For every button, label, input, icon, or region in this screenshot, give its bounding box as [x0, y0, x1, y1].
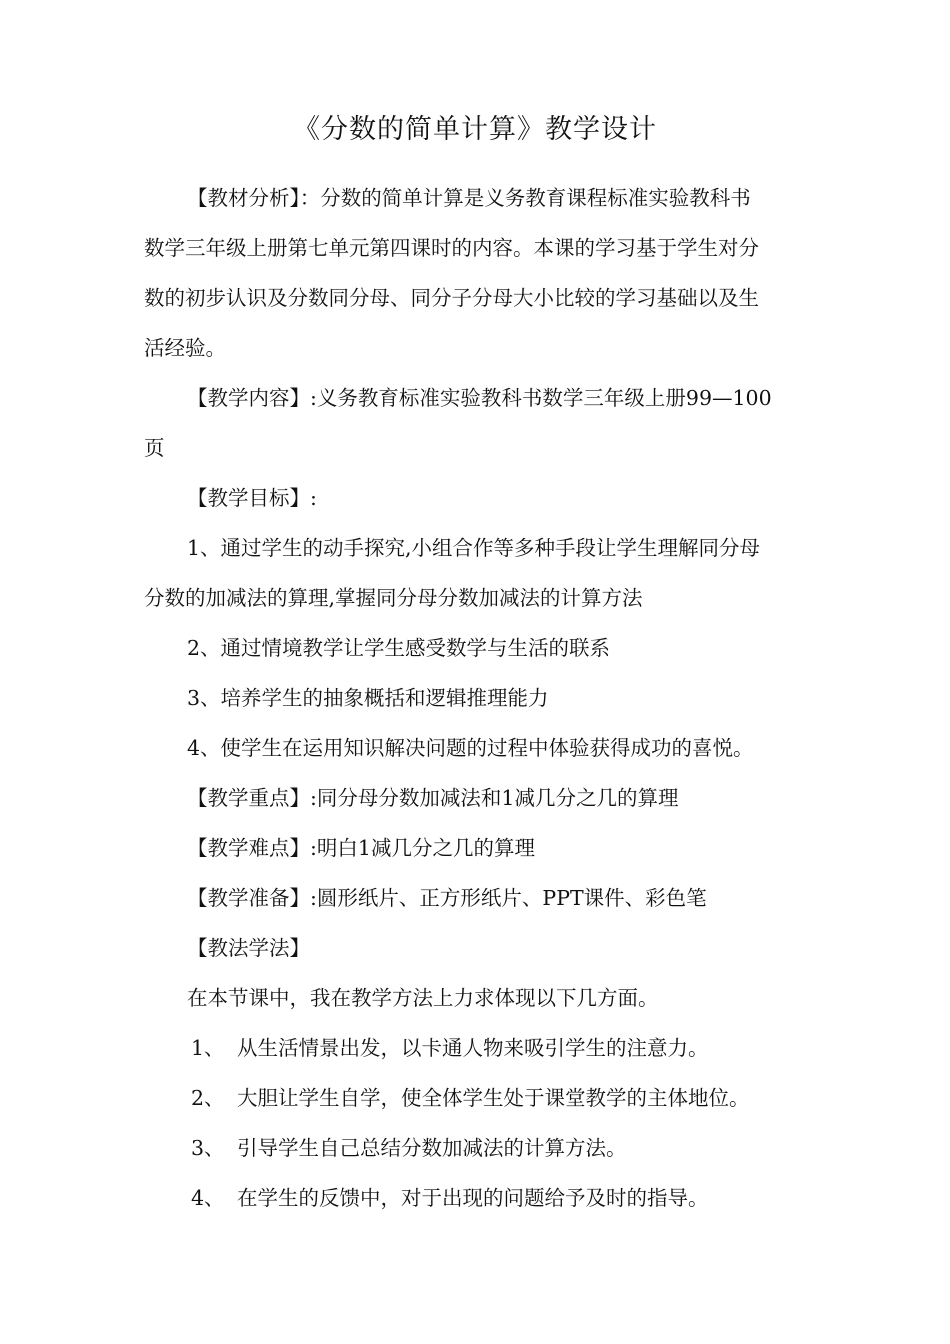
- material-analysis-line-2: 数学三年级上册第七单元第四课时的内容。本课的学习基于学生对分: [144, 236, 759, 260]
- method-item-number: 4、: [191, 1186, 225, 1210]
- teaching-content-line-1: 【教学内容】:义务教育标准实验教科书数学三年级上册99—100: [187, 386, 772, 410]
- method-item-2: [144, 1073, 810, 1123]
- material-analysis-line-1: 【教材分析】：分数的简单计算是义务教育课程标准实验教科书: [187, 186, 751, 210]
- material-analysis-line-3: 数的初步认识及分数同分母、同分子分母大小比较的学习基础以及生: [144, 286, 759, 310]
- method-item-text: 大胆让学生自学，使全体学生处于课堂教学的主体地位。: [237, 1086, 750, 1110]
- goal-4: 4、使学生在运用知识解决问题的过程中体验获得成功的喜悦。: [187, 736, 754, 760]
- goal-1-line-2: 分数的加减法的算理,掌握同分母分数加减法的计算方法: [144, 586, 643, 610]
- goal-3: 3、培养学生的抽象概括和逻辑推理能力: [187, 686, 549, 710]
- methods-intro: 在本节课中，我在教学方法上力求体现以下几方面。: [187, 986, 659, 1010]
- method-item-4: [144, 1173, 810, 1223]
- method-item-3: [144, 1123, 810, 1173]
- methods-heading: 【教法学法】: [187, 936, 310, 960]
- method-item-1: [144, 1023, 810, 1073]
- method-item-number: 1、: [191, 1036, 225, 1060]
- goal-2: 2、通过情境教学让学生感受数学与生活的联系: [187, 636, 611, 660]
- method-item-text: 在学生的反馈中，对于出现的问题给予及时的指导。: [237, 1186, 709, 1210]
- teaching-content-line-2: 页: [144, 436, 165, 460]
- difficulty: 【教学难点】:明白1减几分之几的算理: [187, 836, 535, 860]
- method-item-number: 3、: [191, 1136, 225, 1160]
- document-title: 《分数的简单计算》教学设计: [293, 114, 657, 145]
- material-analysis-line-4: 活经验。: [144, 336, 226, 360]
- method-item-text: 引导学生自己总结分数加减法的计算方法。: [237, 1136, 627, 1160]
- document-body: [144, 173, 810, 1223]
- goal-1-line-1: 1、通过学生的动手探究,小组合作等多种手段让学生理解同分母: [187, 536, 761, 560]
- key-point: 【教学重点】:同分母分数加减法和1减几分之几的算理: [187, 786, 679, 810]
- method-item-text: 从生活情景出发，以卡通人物来吸引学生的注意力。: [237, 1036, 709, 1060]
- method-item-number: 2、: [191, 1086, 225, 1110]
- goals-heading: 【教学目标】:: [187, 486, 317, 510]
- preparation: 【教学准备】:圆形纸片、正方形纸片、PPT课件、彩色笔: [187, 886, 707, 910]
